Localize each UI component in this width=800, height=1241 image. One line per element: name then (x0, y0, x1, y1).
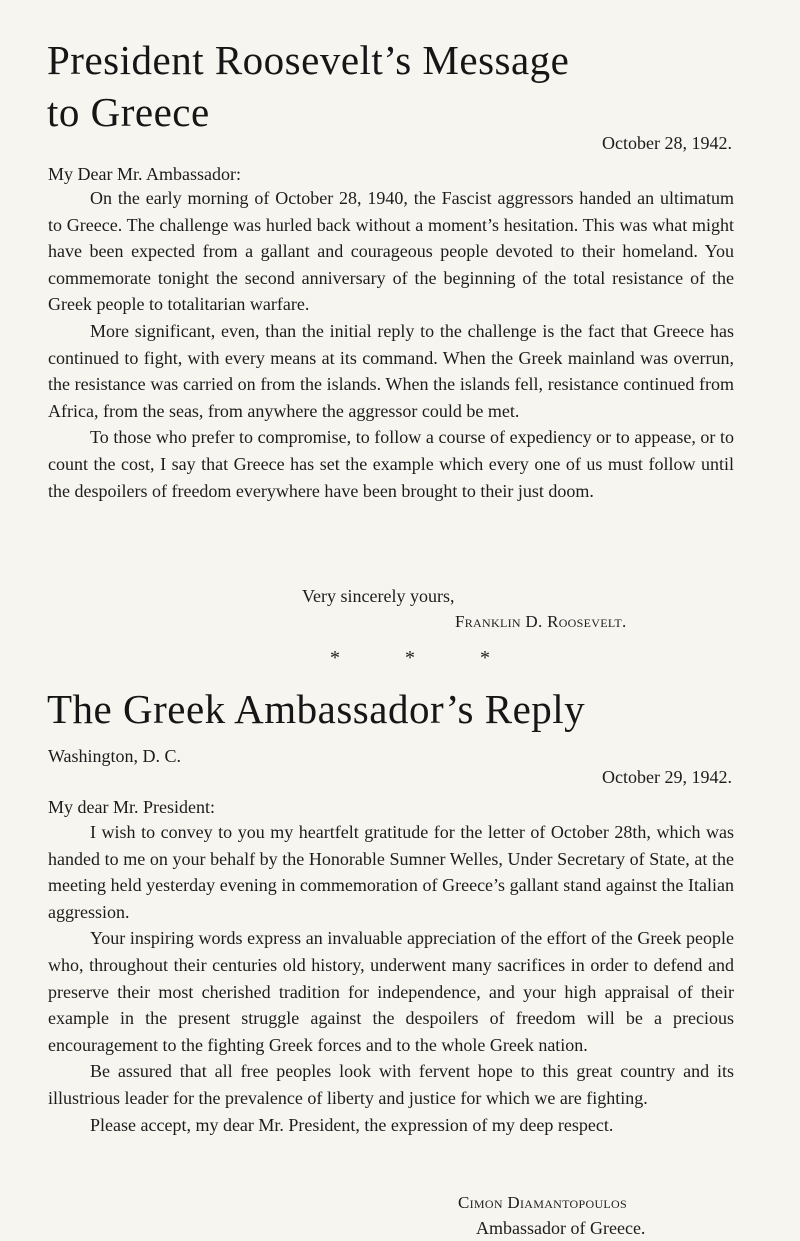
letter2-place: Washington, D. C. (48, 746, 182, 766)
letter1-title (47, 34, 767, 138)
letter1-paragraph: More significant, even, than the initial reply to the challenge is the fact that Greece has continued to fight, with every means at its command. When the Greek mainland was overrun, the resistance was carried on from the islands. When the islands fell, resistance continued from Africa, from the seas, from anywhere the aggressor could be met. (48, 320, 734, 421)
letter1-paragraph: On the early morning of October 28, 1940, the Fascist aggressors handed an ultimatum to Greece. The challenge was hurled back without a moment’s hesitation. This was what might have been expected from a gallant and courageous people devoted to their homeland. You commemorate tonight the second anniversary of the beginning of the total resistance of the Greek people to totalitarian warfare. (48, 188, 734, 315)
letter1-closing: Very sincerely yours, (302, 586, 455, 606)
letter2-paragraph: Your inspiring words express an invaluable appreciation of the effort of the Greek people who, throughout their centuries old history, underwent many sacrifices in order to defend and preserve their most cherished tradition for independence, and your high appraisal of their example in the present struggle against the despoilers of freedom will be a precious encouragement to the fighting Greek forces and to the whole Greek nation. (48, 928, 734, 1055)
letter2-salutation: My dear Mr. President: (48, 797, 215, 817)
letter1-salutation: My Dear Mr. Ambassador: (48, 164, 241, 184)
letter1-signature: Franklin D. Roosevelt. (455, 612, 627, 631)
section-separator: * * * (330, 647, 520, 669)
letter2-signature-title: Ambassador of Greece. (476, 1218, 646, 1238)
letter2-paragraph: Be assured that all free peoples look with fervent hope to this great country and its illustrious leader for the prevalence of liberty and justice for which we are fighting. (48, 1061, 734, 1108)
letter1-title-line1: President Roosevelt’s Message (47, 37, 570, 83)
letter1-date: October 28, 1942. (602, 133, 732, 153)
letter1-paragraph: To those who prefer to compromise, to follow a course of expediency or to appease, or to count the cost, I say that Greece has set the example which every one of us must follow until the despoilers of freedom everywhere have been brought to their just doom. (48, 427, 734, 501)
letter2-title: The Greek Ambassador’s Reply (47, 686, 586, 732)
letter2-signature: Cimon Diamantopoulos (458, 1193, 627, 1212)
letter2-paragraph: Please accept, my dear Mr. President, the expression of my deep respect. (90, 1114, 614, 1135)
letter2-body (48, 819, 734, 1138)
letter2-date: October 29, 1942. (602, 767, 732, 787)
letter2-paragraph: I wish to convey to you my heartfelt gratitude for the letter of October 28th, which was handed to me on your behalf by the Honorable Sumner Welles, Under Secretary of State, at the meeting held yesterday evening in commemoration of Greece’s gallant stand against the Italian aggression. (48, 822, 734, 922)
letter1-body (48, 185, 734, 504)
letter1-title-line2: to Greece (47, 89, 210, 135)
